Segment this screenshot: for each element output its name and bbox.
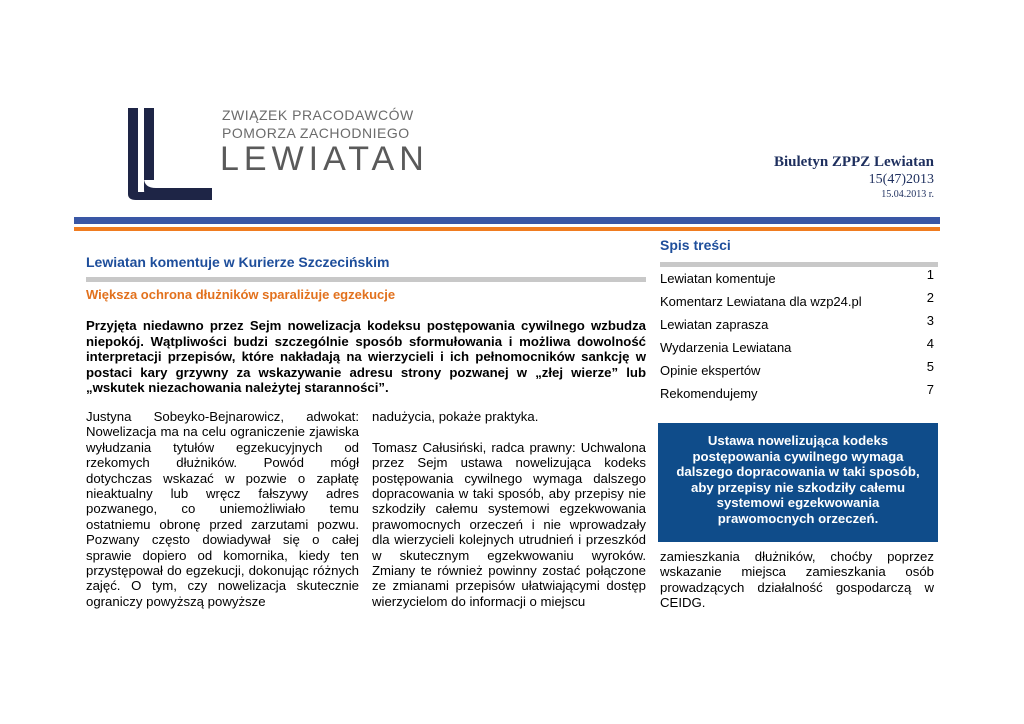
toc-item-label[interactable]: Opinie ekspertów [660,363,761,378]
toc-item[interactable] [660,267,934,289]
org-brand: LEWIATAN [220,140,429,178]
toc-item-label[interactable]: Lewiatan komentuje [660,271,776,286]
toc-item-page: 1 [926,267,934,282]
article-paragraph: nadużycia, pokaże praktyka. [372,409,539,424]
toc-item-page: 2 [926,290,934,305]
toc-item[interactable] [660,359,934,381]
article-continuation: zamieszkania dłużników, choćby poprzez wskazanie miejsca zamieszkania osób prowadzących działalność gospodarczą w CEIDG. [660,549,934,611]
pull-quote-box: Ustawa nowelizująca kodeks postępowania cywilnego wymaga dalszego dopracowania w taki sposób, aby przepisy nie szkodziły całemu systemowi egzekwowania prawomocnych orzeczeń. [658,423,938,542]
bulletin-issue: 15(47)2013 [868,172,934,187]
toc-item[interactable] [660,336,934,358]
article-paragraph: Justyna Sobeyko-Bejnarowicz, adwokat: Nowelizacja ma na celu ograniczenie zjawiska wyłudzania tytułów egzekucyjnych od rzekomych dłużników. Powód mógł dotychczas wskazać w pozwie o zapłatę nieaktualny lub wręcz fałszywy adres pozwanego, co uniemożliwiało temu ostatniemu obronę przed zarzutami pozwu. Pozwany często dowiadywał się o całej sprawie dopiero od komornika, kiedy ten przystępował do egzekucji, dokonując różnych zajęć. O tym, czy nowelizacja skutecznie ograniczy powyższą powyższe [86,409,359,609]
article-column-2 [372,409,646,609]
toc-item[interactable] [660,313,934,335]
toc-item-label[interactable]: Komentarz Lewiatana dla wzp24.pl [660,294,862,309]
org-name-line2: POMORZA ZACHODNIEGO [222,125,410,141]
toc-divider [660,262,938,267]
toc-item-label[interactable]: Lewiatan zaprasza [660,317,769,332]
org-name-line1: ZWIĄZEK PRACODAWCÓW [222,107,414,123]
toc-item-page: 4 [926,336,934,351]
toc-item-label[interactable]: Rekomendujemy [660,386,758,401]
toc-item-page: 5 [926,359,934,374]
article-column-1 [86,409,359,609]
toc-item-label[interactable]: Wydarzenia Lewiatana [660,340,792,355]
article-subtitle: Większa ochrona dłużników sparaliżuje egzekucje [86,287,396,302]
toc-item[interactable] [660,382,934,404]
header-blue-bar [74,217,940,224]
lewiatan-logo-icon [128,108,212,200]
bulletin-date: 15.04.2013 r. [881,189,934,200]
toc-item-page: 3 [926,313,934,328]
bulletin-title: Biuletyn ZPPZ Lewiatan [773,154,934,170]
header-orange-bar [74,227,940,231]
article-paragraph: Tomasz Całusiński, radca prawny: Uchwalona przez Sejm ustawa nowelizująca kodeks postępowania cywilnego wymaga dalszego dopracowania w taki sposób, aby przepisy nie szkodziły całemu systemowi egzekwowania prawomocnych orzeczeń i nie wprowadzały dla wierzycieli kolejnych utrudnień i przeszkód w skutecznym egzekwowaniu wyroków. Zmiany te również powinny zostać połączone ze zmianami przepisów ułatwiającymi dostęp wierzycielom do informacji o miejscu [372,439,646,609]
article-lead: Przyjęta niedawno przez Sejm nowelizacja kodeksu postępowania cywilnego wzbudza niepokój. Wątpliwości budzi szczególnie sposób sformułowania i możliwa dowolność interpretacji przepisów, które nakładają na wierzycieli i ich pełnomocników sankcję w postaci kary grzywny za wskazywanie adresu strony pozwanej w „złej wierze” lub „wskutek niezachowania należytej staranności”. [86,318,646,395]
toc-item-page: 7 [926,382,934,397]
article-divider [86,277,646,282]
toc-item[interactable] [660,290,934,312]
article-title: Lewiatan komentuje w Kurierze Szczecińskim [86,254,390,270]
toc-title: Spis treści [660,237,731,253]
